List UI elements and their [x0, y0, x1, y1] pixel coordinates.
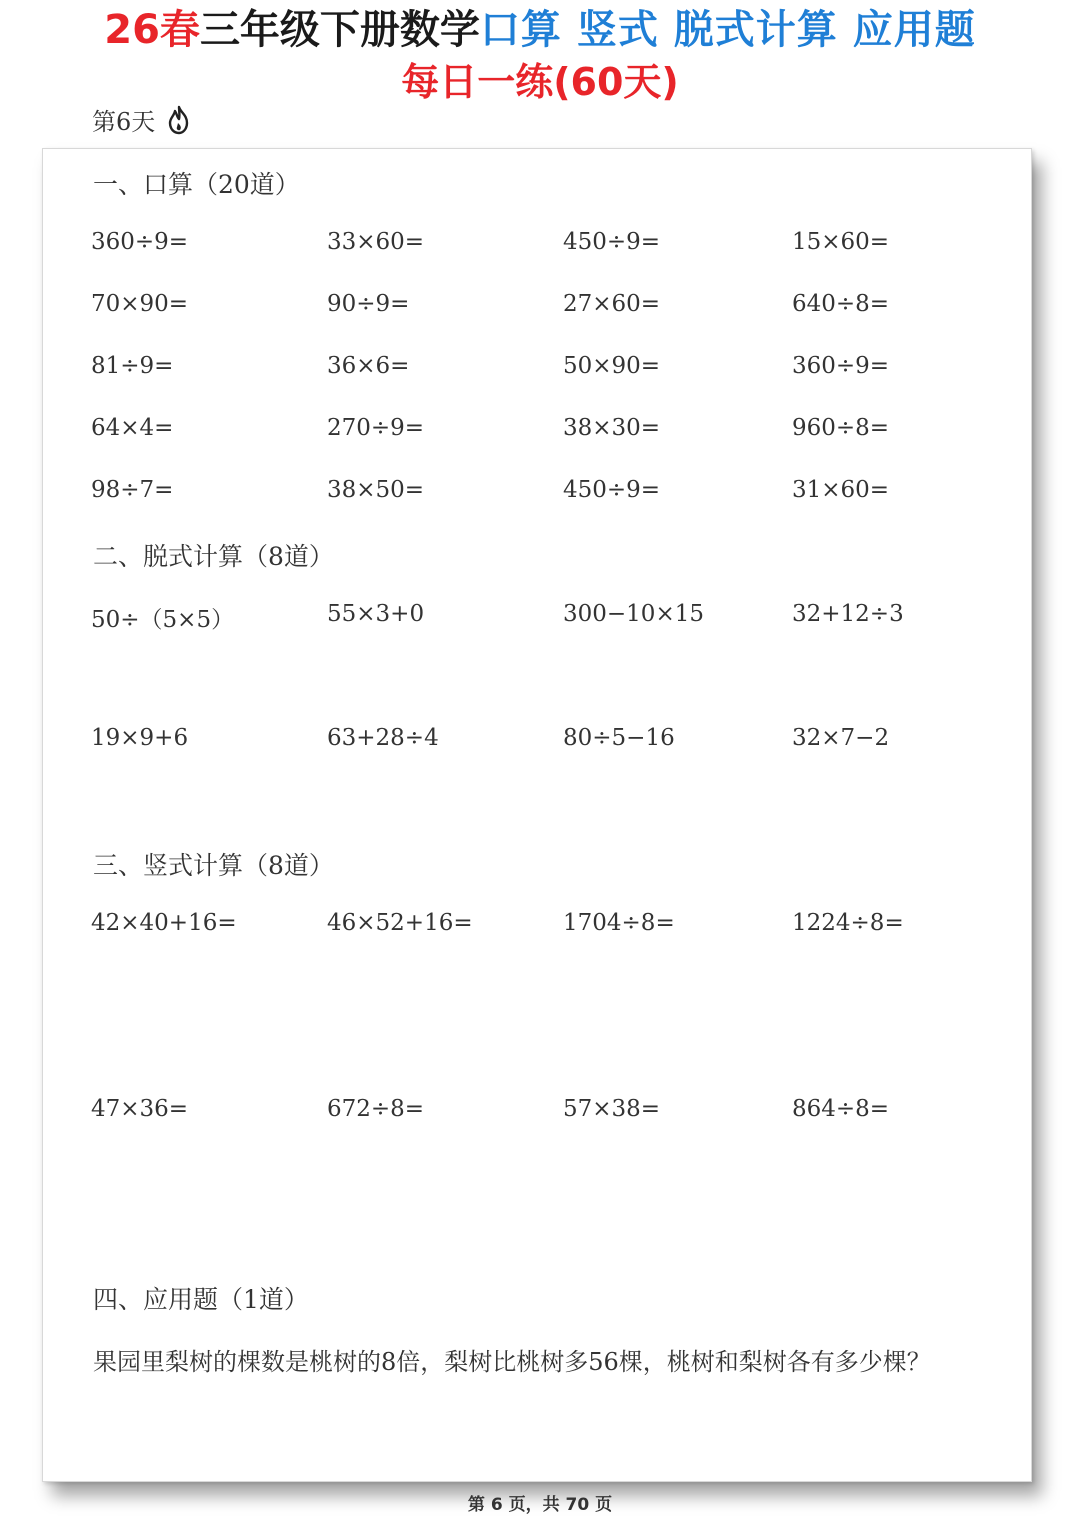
- oral-problem: 50×90=: [563, 353, 661, 379]
- worksheet-sheet: [42, 148, 1032, 1482]
- vertical-problem: 864÷8=: [792, 1096, 890, 1122]
- page-subtitle: 每日一练(60天): [401, 60, 679, 104]
- stepwise-problem: 32+12÷3: [792, 601, 904, 627]
- oral-problem: 450÷9=: [563, 477, 661, 503]
- stepwise-problem: 63+28÷4: [327, 725, 439, 751]
- oral-problem: 38×50=: [327, 477, 425, 503]
- section-heading-vertical: 三、竖式计算（8道）: [93, 851, 334, 880]
- title-topics: 口算 竖式 脱式计算 应用题: [479, 7, 976, 53]
- stepwise-problem: 50÷（5×5）: [91, 607, 235, 633]
- vertical-problem: 46×52+16=: [327, 910, 473, 936]
- oral-problem: 360÷9=: [792, 353, 890, 379]
- oral-problem: 36×6=: [327, 353, 410, 379]
- day-label: [92, 102, 193, 137]
- title-grade: 三年级下册数学: [199, 7, 480, 53]
- word-problem-text: 果园里梨树的棵数是桃树的8倍，梨树比桃树多56棵，桃树和梨树各有多少棵？: [93, 1348, 931, 1376]
- oral-problem: 64×4=: [91, 415, 174, 441]
- oral-problem: 640÷8=: [792, 291, 890, 317]
- oral-problem: 31×60=: [792, 477, 890, 503]
- stepwise-problem: 80÷5−16: [563, 725, 675, 751]
- section-heading-stepwise: 二、脱式计算（8道）: [93, 542, 334, 571]
- oral-problem: 90÷9=: [327, 291, 410, 317]
- oral-problem: 70×90=: [91, 291, 189, 317]
- oral-problem: 98÷7=: [91, 477, 174, 503]
- stepwise-problem: 32×7−2: [792, 725, 890, 751]
- stepwise-problem: 19×9+6: [91, 725, 189, 751]
- vertical-problem: 42×40+16=: [91, 910, 237, 936]
- oral-problem: 81÷9=: [91, 353, 174, 379]
- title-year: 26春: [104, 7, 200, 53]
- page-title: [0, 4, 1080, 56]
- oral-problem: 270÷9=: [327, 415, 425, 441]
- oral-problem: 15×60=: [792, 229, 890, 255]
- oral-problem: 33×60=: [327, 229, 425, 255]
- oral-problem: 360÷9=: [91, 229, 189, 255]
- oral-problem: 27×60=: [563, 291, 661, 317]
- page-footer: 第 6 页，共 70 页: [467, 1495, 613, 1515]
- oral-problem: 38×30=: [563, 415, 661, 441]
- oral-problem: 450÷9=: [563, 229, 661, 255]
- vertical-problem: 672÷8=: [327, 1096, 425, 1122]
- section-heading-word: 四、应用题（1道）: [93, 1285, 309, 1314]
- oral-problem: 960÷8=: [792, 415, 890, 441]
- section-heading-oral: 一、口算（20道）: [93, 170, 300, 199]
- vertical-problem: 1704÷8=: [563, 910, 675, 936]
- vertical-problem: 57×38=: [563, 1096, 661, 1122]
- flame-icon: [165, 105, 193, 135]
- stepwise-problem: 300−10×15: [563, 601, 704, 627]
- day-text: 第6天: [92, 108, 156, 136]
- vertical-problem: 1224÷8=: [792, 910, 904, 936]
- vertical-problem: 47×36=: [91, 1096, 189, 1122]
- stepwise-problem: 55×3+0: [327, 601, 425, 627]
